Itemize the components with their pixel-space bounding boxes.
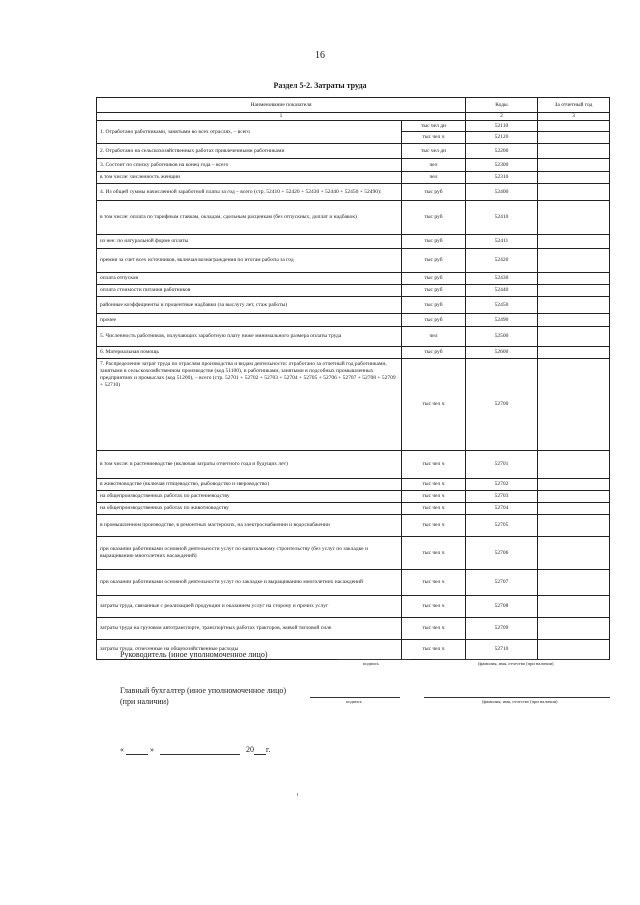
row-unit: тыс чел ч <box>402 132 466 144</box>
row-value-cell[interactable] <box>538 144 610 159</box>
date-line <box>120 745 270 755</box>
table-row <box>97 491 610 503</box>
row-label: в промышленном производстве, в ремонтных мастерских, на электроснабжении и водоснабжении <box>97 515 402 537</box>
head-signature-line[interactable] <box>337 659 410 660</box>
row-value-cell[interactable] <box>538 491 610 503</box>
row-unit: тыс чел ч <box>402 479 466 491</box>
row-unit: чел <box>402 172 466 184</box>
row-value-cell[interactable] <box>538 184 610 201</box>
table-row <box>97 121 610 132</box>
row-code: 52440 <box>466 285 538 297</box>
row-value-cell[interactable] <box>538 359 610 451</box>
row-unit: тыс чел дн <box>402 121 466 132</box>
row-code: 52706 <box>466 537 538 570</box>
row-value-cell[interactable] <box>538 235 610 249</box>
head-name-caption: (фамилия, имя, отчество (при наличии) <box>478 661 554 666</box>
row-value-cell[interactable] <box>538 596 610 618</box>
row-label: в том числе: численность женщин <box>97 172 402 184</box>
table-row <box>97 314 610 327</box>
header-codes: Коды <box>466 98 538 113</box>
row-code: 52410 <box>466 201 538 235</box>
row-code: 52707 <box>466 570 538 596</box>
row-unit: тыс руб <box>402 201 466 235</box>
row-code: 52700 <box>466 359 538 451</box>
table-row <box>97 184 610 201</box>
row-value-cell[interactable] <box>538 503 610 515</box>
row-value-cell[interactable] <box>538 172 610 184</box>
row-unit: тыс руб <box>402 184 466 201</box>
row-value-cell[interactable] <box>538 537 610 570</box>
row-code: 52110 <box>466 121 538 132</box>
row-unit: чел <box>402 327 466 347</box>
table-row <box>97 570 610 596</box>
row-unit: тыс чел ч <box>402 570 466 596</box>
row-label: оплата отпусков <box>97 273 402 285</box>
col-number-3: 3 <box>538 113 610 121</box>
row-unit: тыс руб <box>402 249 466 273</box>
row-code: 52430 <box>466 273 538 285</box>
row-unit: тыс руб <box>402 297 466 314</box>
row-value-cell[interactable] <box>538 451 610 479</box>
row-value-cell[interactable] <box>538 327 610 347</box>
row-unit: тыс чел ч <box>402 491 466 503</box>
row-label: 6. Материальная помощь <box>97 347 402 359</box>
row-value-cell[interactable] <box>538 640 610 660</box>
row-label: 4. Из общей суммы начисленной заработной платы за год – всего (стр. 52410 + 52420 + 52430 + 52440 + 52450 + 52490): <box>97 184 402 201</box>
row-unit: тыс руб <box>402 347 466 359</box>
row-value-cell[interactable] <box>538 570 610 596</box>
column-numbers-row <box>97 113 610 121</box>
row-label: в том числе: оплата по тарифным ставкам, окладам, сдельным расценкам (без отпускных, доплат и надбавок) <box>97 201 402 235</box>
row-code: 52708 <box>466 596 538 618</box>
date-month-field[interactable] <box>160 745 240 755</box>
row-value-cell[interactable] <box>538 201 610 235</box>
table-row <box>97 503 610 515</box>
labor-costs-table <box>96 97 610 660</box>
row-unit: тыс руб <box>402 314 466 327</box>
row-code: 52300 <box>466 159 538 172</box>
row-code: 52411 <box>466 235 538 249</box>
section-title: Раздел 5-2. Затраты труда <box>273 81 367 90</box>
row-code: 52400 <box>466 184 538 201</box>
table-header-row <box>97 98 610 113</box>
row-code: 52120 <box>466 132 538 144</box>
chief-name-line[interactable] <box>424 697 610 698</box>
row-unit: тыс чел ч <box>402 503 466 515</box>
table-row <box>97 327 610 347</box>
row-label: затраты труда на грузовом автотранспорте, транспортных работах тракторов, живой тягловой силе <box>97 618 402 640</box>
chief-accountant-qualifier: (при наличии) <box>120 697 169 706</box>
row-label: 1. Отработано работниками, занятыми во всех отраслях, – всего <box>97 121 402 144</box>
row-label: оплата стоимости питания работников <box>97 285 402 297</box>
row-label: 2. Отработано на сельскохозяйственных работах привлеченными работниками <box>97 144 402 159</box>
row-label: в животноводстве (включая птицеводство, рыбоводство и звероводство) <box>97 479 402 491</box>
row-label: 7. Распределение затрат труда по отраслям производства и видам деятельности: отработано за отчетный год работниками, занятыми в сельскохозяйственном производстве (код 51100), и работниками, занятыми в подсобных промышленных предприятиях и промыслах (код 51200), – всего (стр. 52701 + 52702 + 52703 + 52704 + 52705 + 52706 + 52707 + 52708 + 52709 + 52710) <box>97 359 402 451</box>
table-row <box>97 297 610 314</box>
table-row <box>97 159 610 172</box>
date-open-quote: « <box>120 745 124 754</box>
table-row <box>97 144 610 159</box>
head-signature-caption: подпись <box>363 661 379 666</box>
row-unit: тыс чел дн <box>402 144 466 159</box>
row-code: 52200 <box>466 144 538 159</box>
head-signature-label: Руководитель (иное уполномоченное лицо) <box>120 650 268 659</box>
row-value-cell[interactable] <box>538 159 610 172</box>
table-row <box>97 596 610 618</box>
row-unit: тыс руб <box>402 273 466 285</box>
row-unit: тыс руб <box>402 235 466 249</box>
row-code: 52310 <box>466 172 538 184</box>
row-value-cell[interactable] <box>538 249 610 273</box>
chief-accountant-label: Главный бухгалтер (иное уполномоченное лицо) <box>120 686 287 695</box>
row-code: 52702 <box>466 479 538 491</box>
row-label: при оказании работниками основной деятельности услуг по закладке и выращиванию многолетних насаждений <box>97 570 402 596</box>
row-unit: тыс чел ч <box>402 618 466 640</box>
row-code: 52450 <box>466 297 538 314</box>
row-unit: тыс чел ч <box>402 451 466 479</box>
table-row <box>97 618 610 640</box>
table-row <box>97 479 610 491</box>
row-code: 52500 <box>466 327 538 347</box>
row-code: 52705 <box>466 515 538 537</box>
scan-speck <box>297 793 298 796</box>
row-label: затраты труда, связанные с реализацией продукции и оказанием услуг на сторону и прочих услуг <box>97 596 402 618</box>
table-row <box>97 235 610 249</box>
row-label: при оказании работниками основной деятельности услуг по капитальному строительству (без услуг по закладке и выращиванию многолетних насаждений) <box>97 537 402 570</box>
table-row <box>97 285 610 297</box>
header-name: Наименование показателя <box>97 98 466 113</box>
head-name-line[interactable] <box>432 659 608 660</box>
col-number-2: 2 <box>466 113 538 121</box>
row-label: 3. Состоит по списку работников на конец года – всего <box>97 159 402 172</box>
table-row <box>97 249 610 273</box>
row-label: из нее: по натуральной форме оплаты <box>97 235 402 249</box>
table-row <box>97 347 610 359</box>
date-year-field[interactable] <box>254 745 266 755</box>
row-value-cell[interactable] <box>538 297 610 314</box>
row-value-cell[interactable] <box>538 132 610 144</box>
row-value-cell[interactable] <box>538 618 610 640</box>
row-value-cell[interactable] <box>538 479 610 491</box>
row-code: 52490 <box>466 314 538 327</box>
chief-signature-line[interactable] <box>310 697 400 698</box>
date-year-suffix: г. <box>266 745 271 754</box>
row-value-cell[interactable] <box>538 314 610 327</box>
row-code: 52703 <box>466 491 538 503</box>
row-label: на общепроизводственных работах по растениеводству <box>97 491 402 503</box>
date-day-field[interactable] <box>126 745 148 755</box>
row-value-cell[interactable] <box>538 515 610 537</box>
row-code: 52420 <box>466 249 538 273</box>
row-label: районные коэффициенты и процентные надбавки (за выслугу лет, стаж работы) <box>97 297 402 314</box>
row-value-cell[interactable] <box>538 285 610 297</box>
row-code: 52701 <box>466 451 538 479</box>
table-row <box>97 359 610 451</box>
chief-signature-caption: подпись <box>346 699 362 704</box>
row-code: 52710 <box>466 640 538 660</box>
table-row <box>97 515 610 537</box>
row-value-cell[interactable] <box>538 347 610 359</box>
row-value-cell[interactable] <box>538 273 610 285</box>
table-row <box>97 201 610 235</box>
table-row <box>97 451 610 479</box>
row-label: премии за счет всех источников, включая вознаграждения по итогам работы за год <box>97 249 402 273</box>
date-close-quote: » <box>150 745 154 754</box>
header-year: За отчетный год <box>538 98 610 113</box>
row-unit: тыс чел ч <box>402 640 466 660</box>
table-row <box>97 273 610 285</box>
col-number-1: 1 <box>97 113 466 121</box>
row-unit: тыс руб <box>402 285 466 297</box>
table-row <box>97 537 610 570</box>
row-code: 52704 <box>466 503 538 515</box>
row-unit: тыс чел ч <box>402 537 466 570</box>
page-number: 16 <box>315 50 325 61</box>
row-value-cell[interactable] <box>538 121 610 132</box>
row-unit: тыс чел ч <box>402 359 466 451</box>
row-label: прочее <box>97 314 402 327</box>
row-label: затраты труда, отнесенные на общехозяйственные расходы <box>97 640 402 660</box>
row-unit: чел <box>402 159 466 172</box>
row-label: в том числе: в растениеводстве (включая затраты отчетного года и будущих лет) <box>97 451 402 479</box>
table-row <box>97 172 610 184</box>
row-label: на общепроизводственных работах по животноводству <box>97 503 402 515</box>
date-year-prefix: 20 <box>246 745 254 754</box>
row-code: 52600 <box>466 347 538 359</box>
row-unit: тыс чел ч <box>402 515 466 537</box>
row-label: 5. Численность работников, получающих заработную плату ниже минимального размера оплаты труда <box>97 327 402 347</box>
chief-name-caption: (фамилия, имя, отчество (при наличии) <box>482 699 558 704</box>
row-unit: тыс чел ч <box>402 596 466 618</box>
row-code: 52709 <box>466 618 538 640</box>
